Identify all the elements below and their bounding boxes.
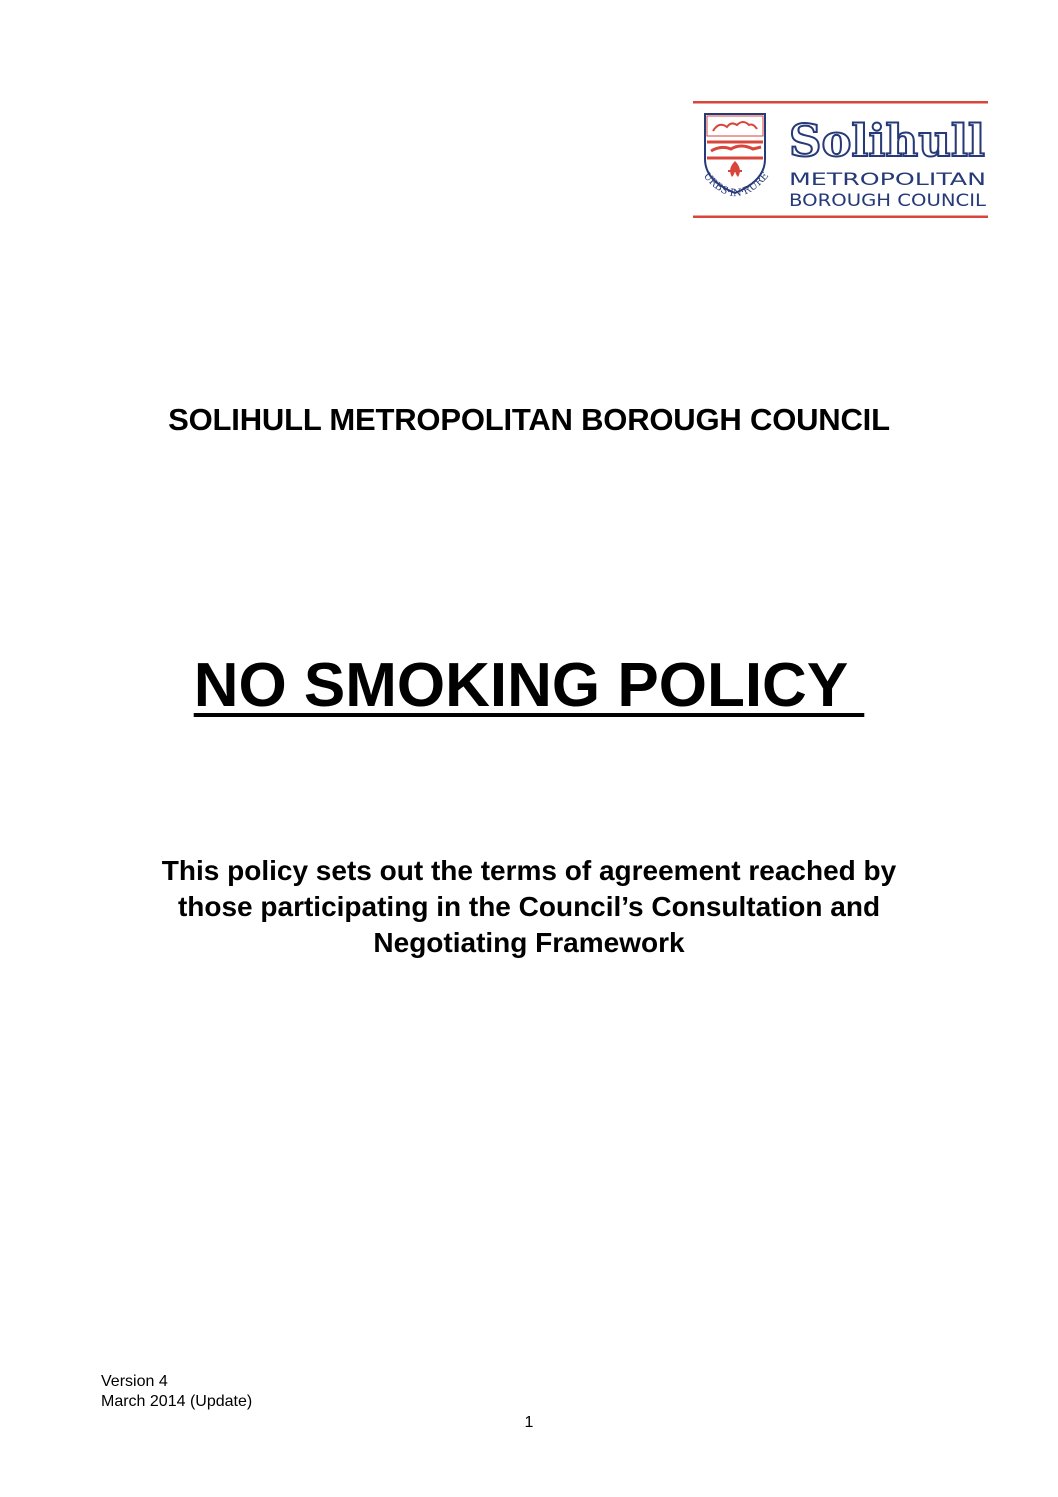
summary-line: Negotiating Framework [373,927,685,958]
logo-line-1: METROPOLITAN [789,170,986,190]
organisation-heading: SOLIHULL METROPOLITAN BOROUGH COUNCIL [168,402,890,437]
version-date: March 2014 (Update) [101,1393,253,1410]
version-info [101,1372,252,1412]
summary-line: This policy sets out the terms of agreement reached by [161,855,897,886]
solihull-coat-of-arms-icon [693,101,988,218]
policy-summary [0,853,1058,961]
council-logo [693,101,988,218]
logo-wordmark: Solihull [789,116,985,167]
document-title-text: NO SMOKING POLICY [193,651,865,720]
version-label: Version 4 [101,1373,168,1390]
logo-line-2: BOROUGH COUNCIL [789,191,987,211]
page-number: 1 [524,1414,534,1431]
document-title [0,650,1058,722]
logo-motto: URBS·IN·RURE [700,170,772,200]
summary-line: those participating in the Council’s Consultation and [177,891,881,922]
